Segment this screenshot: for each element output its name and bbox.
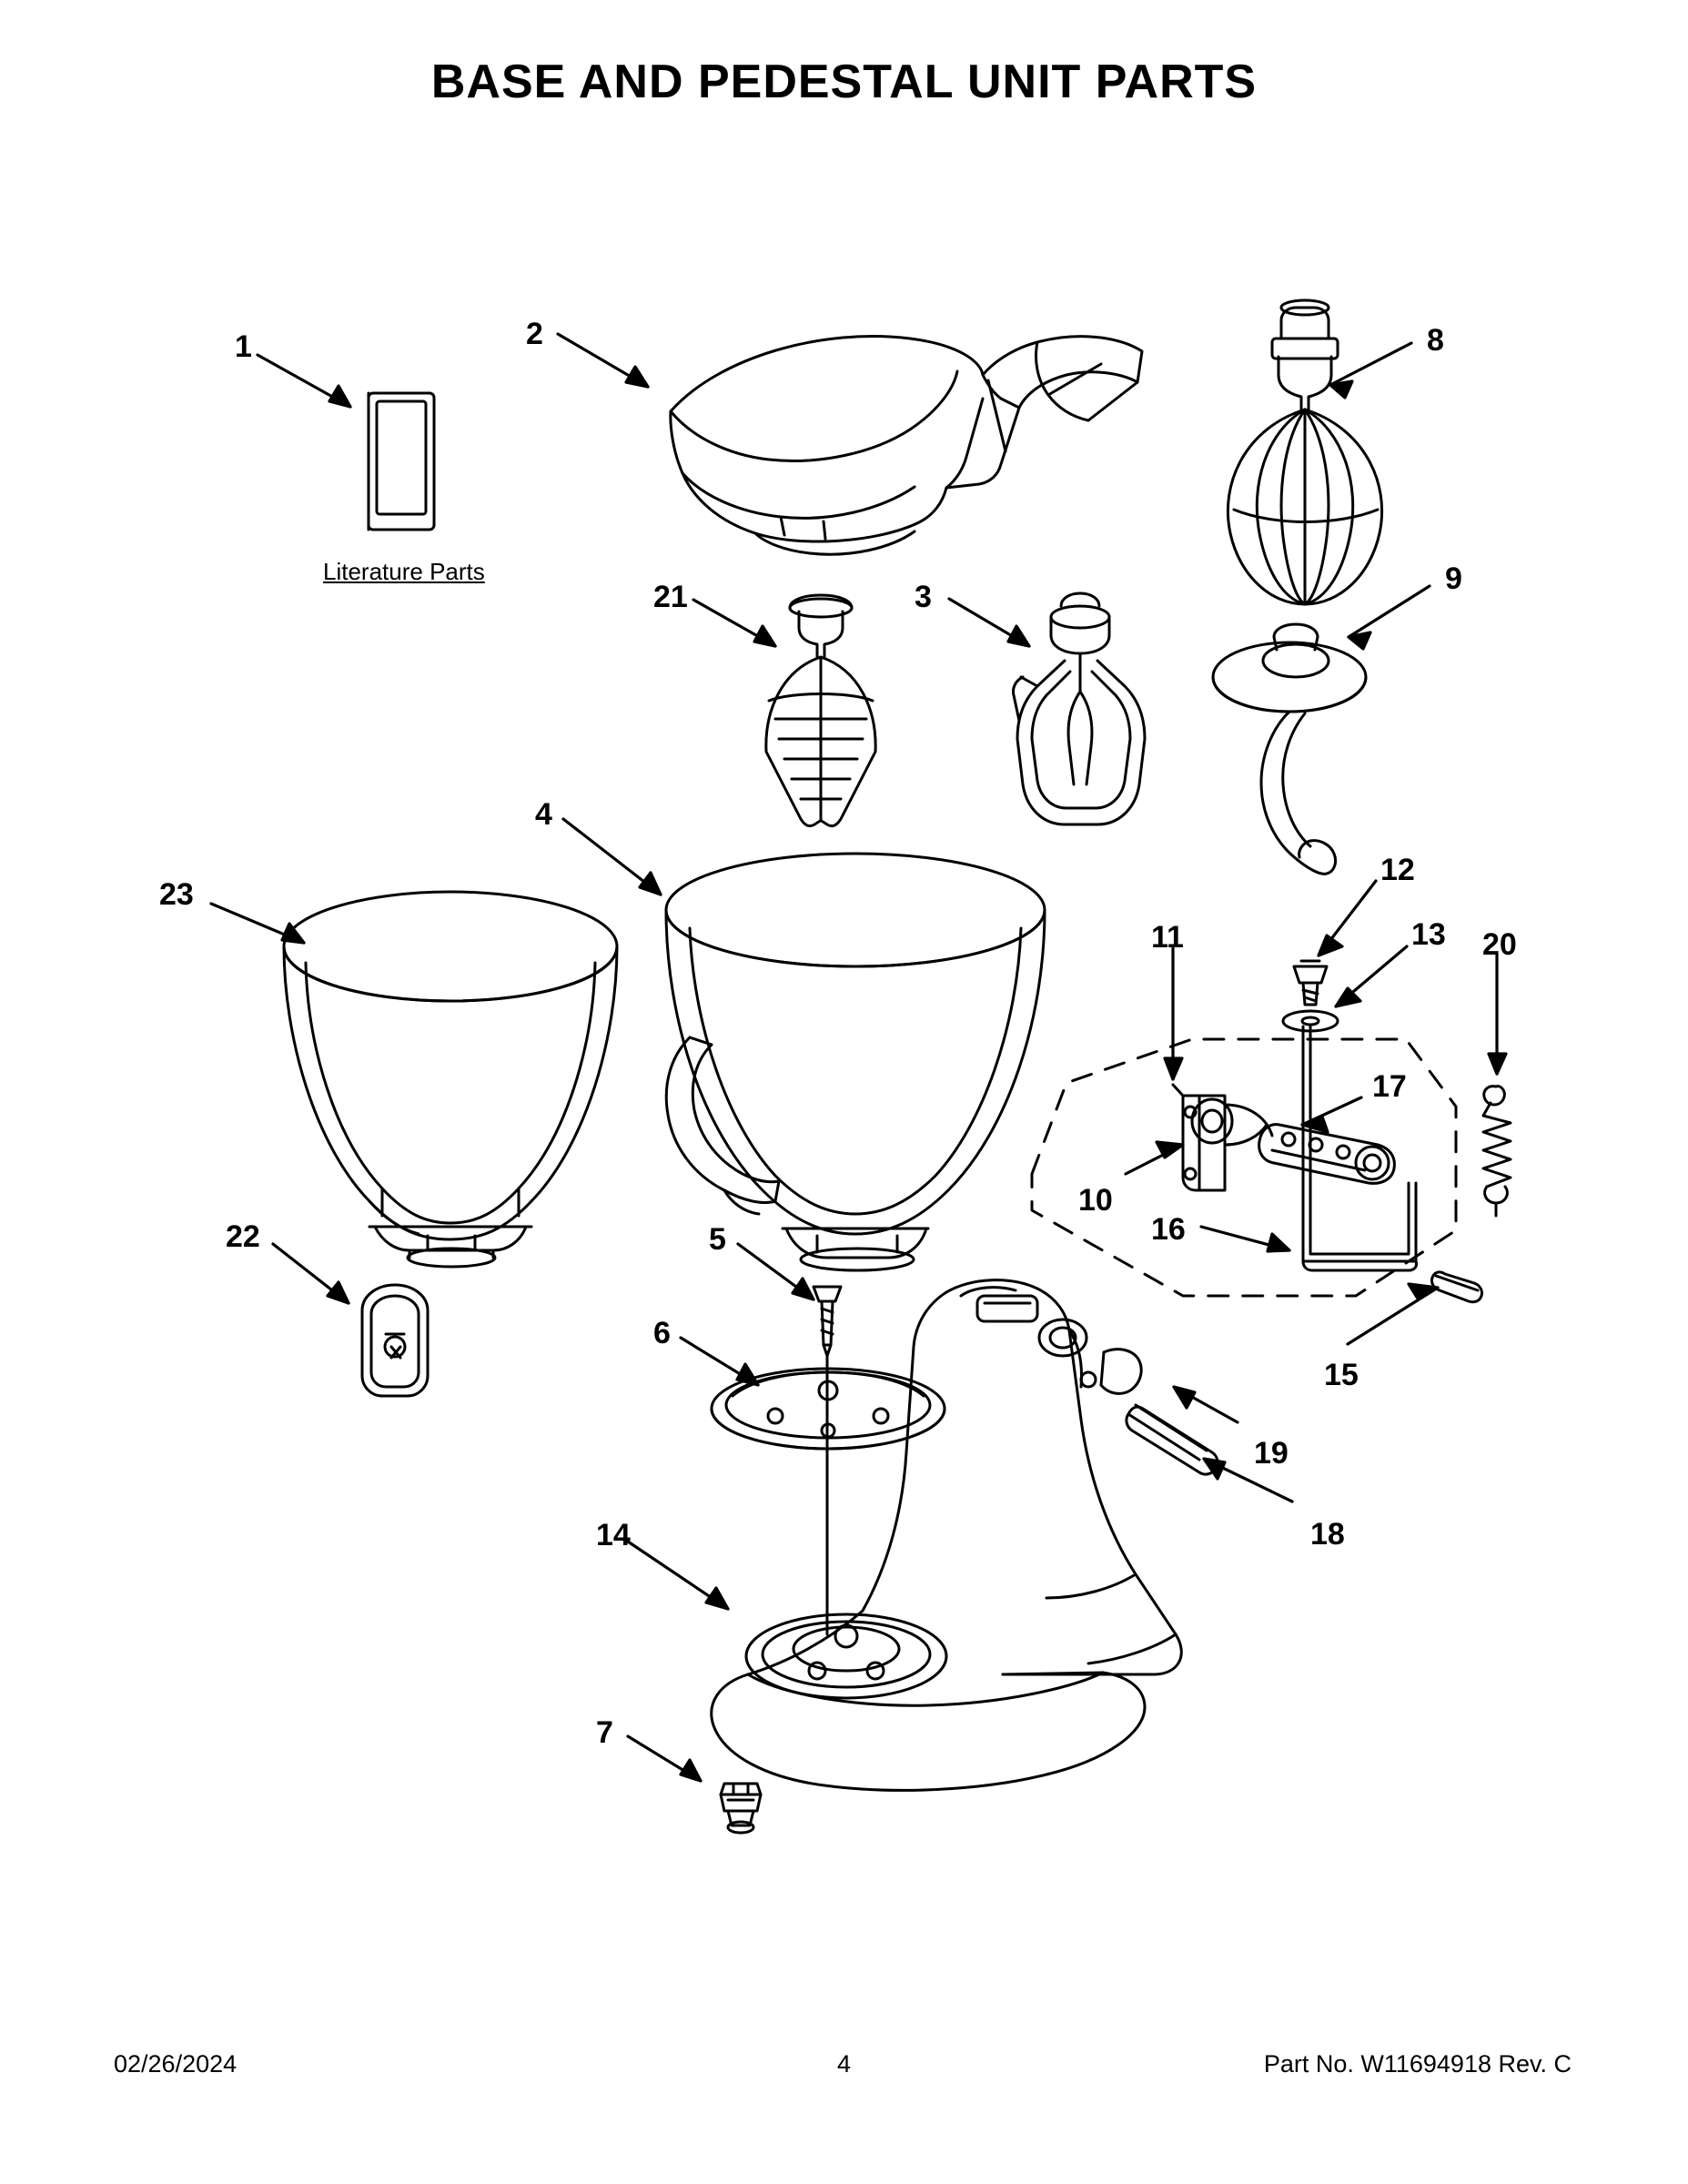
part-pouring-shield: [671, 337, 1142, 555]
page-title: BASE AND PEDESTAL UNIT PARTS: [430, 56, 1258, 108]
callout-1: 1: [235, 329, 252, 364]
callout-22: 22: [226, 1219, 260, 1254]
callout-21: 21: [653, 580, 688, 614]
callout-18: 18: [1310, 1517, 1345, 1552]
callout-14: 14: [596, 1518, 631, 1552]
part-flat-beater: [1013, 593, 1145, 824]
part-screw-bowl-plate: [814, 1287, 841, 1356]
part-speed-control-lever: [1259, 1125, 1395, 1184]
callout-6: 6: [653, 1316, 671, 1350]
caption-literature-parts: Literature Parts: [323, 558, 485, 585]
footer-date: 02/26/2024: [114, 2050, 238, 2078]
callout-19: 19: [1254, 1436, 1289, 1471]
callout-5: 5: [709, 1222, 726, 1257]
part-dough-hook: [1213, 624, 1366, 874]
part-base-foot: [721, 1784, 761, 1833]
part-small-pin: [1431, 1272, 1481, 1302]
part-control-screw: [1294, 961, 1327, 1005]
part-bracket-mount: [1173, 1085, 1183, 1096]
part-stainless-bowl: [666, 854, 1045, 1270]
callout-4: 4: [535, 797, 552, 832]
callout-10: 10: [1078, 1183, 1113, 1218]
callout-2: 2: [526, 317, 543, 351]
callout-11: 11: [1151, 920, 1184, 955]
callout-9: 9: [1445, 561, 1462, 596]
callout-7: 7: [596, 1715, 613, 1750]
callout-20: 20: [1482, 927, 1517, 962]
footer-part-number: Part No. W11694918 Rev. C: [1263, 2050, 1572, 2078]
footer-page-number: 4: [836, 2050, 852, 2078]
part-glass-bowl: [284, 892, 617, 1267]
callout-17: 17: [1372, 1069, 1407, 1104]
part-wire-whip: [1228, 300, 1381, 604]
callout-13: 13: [1411, 917, 1446, 952]
callout-16: 16: [1151, 1212, 1186, 1247]
callout-15: 15: [1324, 1358, 1359, 1392]
callout-8: 8: [1427, 323, 1444, 358]
part-badge-nameplate: [362, 1285, 428, 1396]
part-spring: [1483, 1087, 1511, 1216]
part-literature-booklet: [369, 393, 434, 530]
part-hinge-pin: [1127, 1405, 1218, 1474]
part-flex-edge-beater: [766, 595, 875, 826]
callout-12: 12: [1380, 853, 1415, 887]
part-pedestal-base: [712, 1280, 1181, 1791]
callout-23: 23: [159, 877, 194, 912]
callout-3: 3: [915, 580, 932, 614]
